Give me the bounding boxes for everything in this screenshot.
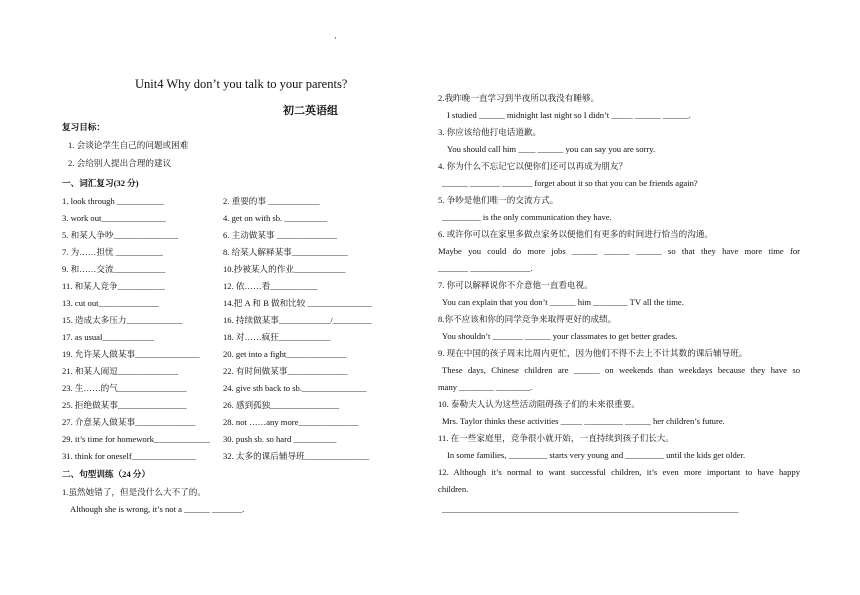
vocab-item: 32. 太多的课后辅导班_______________ [223,451,370,461]
review-goal-item: 1. 会谈论学生自己的问题或困难 [68,140,189,150]
sentence-item-en: _______ ______________. [438,263,533,273]
vocab-item: 1. look through ___________ [62,196,165,206]
vocab-item: 31. think for oneself_______________ [62,451,197,461]
vocab-item: 23. 生……的气________________ [62,383,187,393]
sentence-item-en: Although she is wrong, it’s not a ______ _______. [70,504,245,514]
vocab-item: 3. work out_______________ [62,213,166,223]
sentence-item-en: ______ _______ _______ forget about it so that you can be friends again? [442,178,698,188]
sentence-item-cn: 7. 你可以解释说你不介意他一直看电视。 [438,280,593,290]
page-title: Unit4 Why don’t you talk to your parents? [135,77,348,91]
vocab-item: 13. cut out______________ [62,298,159,308]
vocab-item: 17. as usual____________ [62,332,154,342]
sentence-item-cn: 2.我昨晚一直学习到半夜所以我没有睡够。 [438,93,600,103]
sentence-item-en: These days, Chinese children are ______ on weekends than weekdays because they have so [442,365,800,375]
header-mark: · [334,33,337,43]
vocab-item: 16. 持续做某事____________/_________ [223,315,372,325]
vocab-item: 25. 拒绝做某事________________ [62,400,187,410]
sentence-item-cn: 11. 在一些家庭里，竞争很小就开始，一直持续到孩子们长大。 [438,433,675,443]
page-subtitle: 初二英语组 [283,105,338,117]
vocab-item: 19. 允许某人做某事_______________ [62,349,200,359]
vocab-item: 22. 有时间做某事______________ [223,366,348,376]
vocab-item: 6. 主动做某事 ______________ [223,230,337,240]
sentence-item-cn: 8.你不应该和你的同学竞争来取得更好的成绩。 [438,314,617,324]
vocab-item: 2. 重要的事 ____________ [223,196,320,206]
vocab-item: 10.抄被某人的作业____________ [223,264,346,274]
vocab-item: 12. 依……看___________ [223,281,318,291]
sentence-item-en: You shouldn’t _______ ______ your classmates to get better grades. [442,331,678,341]
sentence-item-en: many ________ ________. [438,382,533,392]
sentence-item-en: You can explain that you don’t ______ him ________ TV all the time. [442,297,684,307]
vocab-item: 29. it’s time for homework_____________ [62,434,210,444]
vocab-item: 18. 对……疯狂____________ [223,332,331,342]
sentence-item-en: _________ is the only communication they have. [442,212,612,222]
vocab-item: 11. 和某人竞争___________ [62,281,165,291]
vocab-item: 14.把 A 和 B 做和比较 _______________ [223,298,372,308]
vocab-item: 27. 介意某人做某事______________ [62,417,196,427]
vocab-item: 8. 给某人解释某事_____________ [223,247,348,257]
review-goal-item: 2. 会给别人提出合理的建议 [68,158,172,168]
vocab-item: 5. 和某人争吵_______________ [62,230,179,240]
answer-line: _____________________________________________________________________ [442,504,739,514]
sentence-item-en: In some families, _________ starts very young and _________ until the kids get older. [447,450,746,460]
vocab-item: 7. 为……担忧 ___________ [62,247,163,257]
sentence-item-en: I studied ______ midnight last night so I didn’t _____ ______ ______. [447,110,691,120]
sentence-item-en: Maybe you could do more jobs ______ ______ ______ so that they have more time for [438,246,800,256]
sentence-item-en: 12. Although it’s normal to want successful children, it’s even more important to have happy [438,467,800,477]
sentence-item-cn: 6. 或许你可以在家里多做点家务以便他们有更多的时间进行恰当的沟通。 [438,229,714,239]
sentence-item-cn: 9. 现在中国的孩子周末比周内更忙，因为他们不得不去上不计其数的课后辅导班。 [438,348,748,358]
sentence-item-en: children. [438,484,469,494]
vocab-item: 15. 造成太多压力_____________ [62,315,183,325]
vocab-item: 28. not ……any more______________ [223,417,359,427]
vocab-item: 30. push sb. so hard __________ [223,434,337,444]
sentences-heading: 二、句型训练（24 分） [62,469,151,479]
sentence-item-cn: 4. 你为什么不忘记它以便你们还可以再成为朋友？ [438,161,628,171]
vocab-heading: 一、词汇复习(32 分) [62,178,139,188]
review-goals-heading: 复习目标： [62,122,105,132]
vocab-item: 24. give sth back to sb._______________ [223,383,367,393]
sentence-item-cn: 10. 泰勒夫人认为这些活动阻碍孩子们的未来很重要。 [438,399,640,409]
sentence-item-cn: 5. 争吵是他们唯一的交流方式。 [438,195,559,205]
sentence-item-en: Mrs. Taylor thinks these activities _____ _________ ______ her children’s future. [442,416,725,426]
sentence-item-cn: 1.虽然她错了，但是没什么大不了的。 [62,487,206,497]
vocab-item: 20. get into a fight______________ [223,349,347,359]
sentence-item-cn: 3. 你应该给他打电话道歉。 [438,127,542,137]
sentence-item-en: You should call him ____ ______ you can say you are sorry. [447,144,656,154]
vocab-item: 4. get on with sb. __________ [223,213,328,223]
vocab-item: 9. 和……交流____________ [62,264,166,274]
vocab-item: 21. 和某人闹逗______________ [62,366,179,376]
vocab-item: 26. 感到孤独________________ [223,400,340,410]
